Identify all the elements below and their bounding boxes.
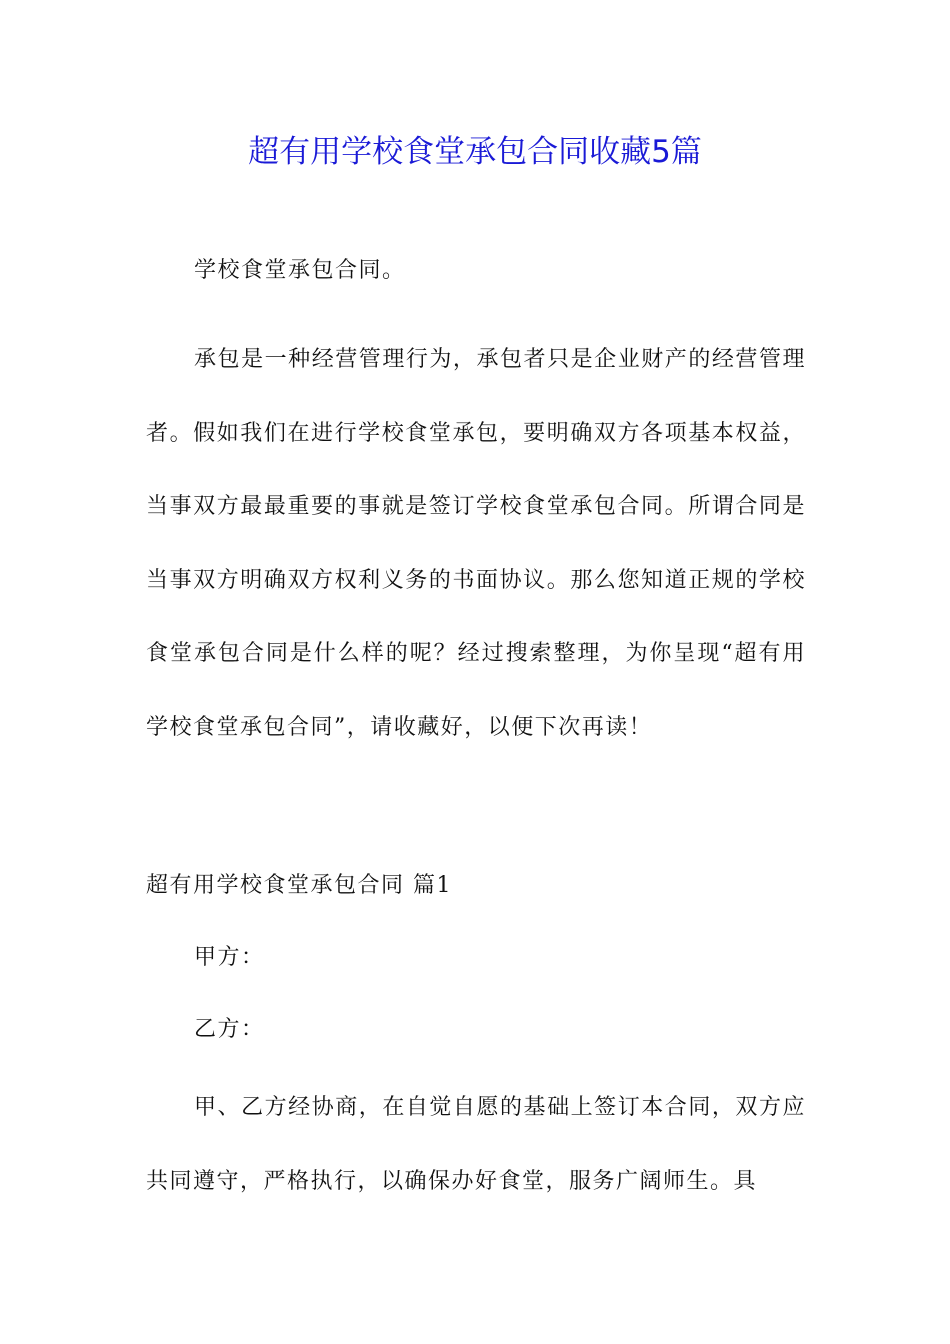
party-b-label: 乙方：	[194, 1017, 265, 1042]
document-title: 超有用学校食堂承包合同收藏5篇	[248, 134, 702, 170]
agreement-paragraph: 甲、乙方经协商，在自觉自愿的基础上签订本合同，双方应共同遵守，严格执行，以确保办好食堂，服务广阔师生。具	[146, 1095, 806, 1194]
intro-paragraph: 学校食堂承包合同。	[194, 258, 406, 283]
party-a-label: 甲方：	[194, 945, 265, 970]
main-paragraph: 承包是一种经营管理行为，承包者只是企业财产的经营管理者。假如我们在进行学校食堂承包，要明确双方各项基本权益，当事双方最最重要的事就是签订学校食堂承包合同。所谓合同是当事双方明确双方权利义务的书面协议。那么您知道正规的学校食堂承包合同是什么样的呢？经过搜索整理，为你呈现“超有用学校食堂承包合同”，请收藏好，以便下次再读！	[146, 347, 806, 740]
section-heading: 超有用学校食堂承包合同 篇1	[146, 873, 452, 898]
